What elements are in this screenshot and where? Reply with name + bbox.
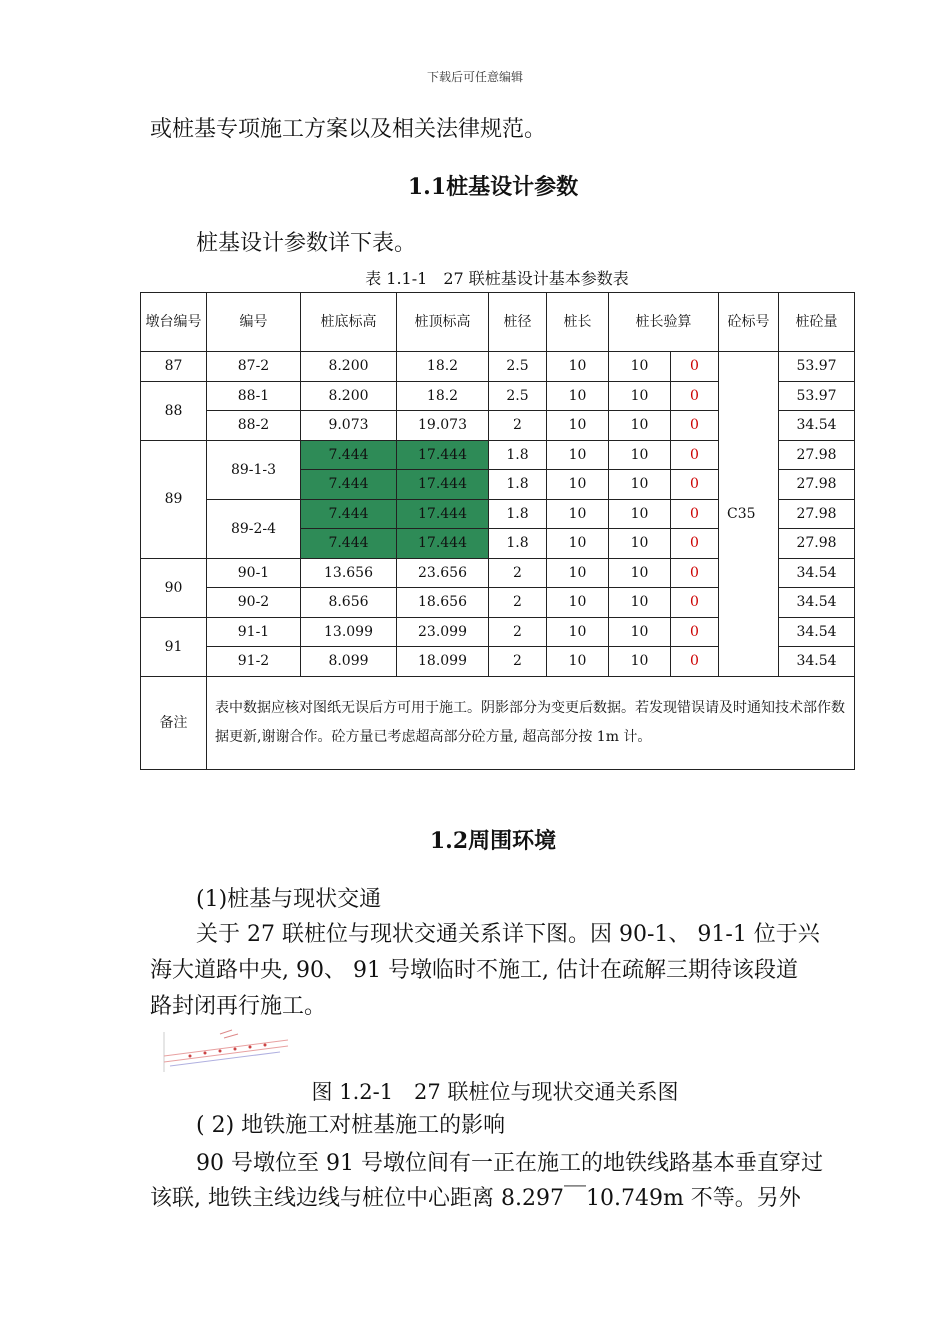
page-header: 下载后可任意编辑 [426,70,523,84]
top-cell: 18.2 [397,352,489,382]
grade-cell: C35 [719,352,779,677]
header-concrete-grade: 砼标号 [719,293,779,352]
top-cell: 18.656 [397,588,489,618]
volume-cell: 34.54 [779,617,855,647]
length-cell: 10 [547,470,609,500]
volume-cell: 34.54 [779,411,855,441]
diff-cell: 0 [671,440,719,470]
diameter-cell: 2 [489,411,547,441]
section-heading-1-1: 1.1桩基设计参数 [407,174,579,200]
top-cell-changed: 17.444 [397,440,489,470]
bottom-cell-changed: 7.444 [301,470,397,500]
subheading-traffic: (1)桩基与现状交通 [196,887,382,912]
bottom-cell: 13.099 [301,617,397,647]
paragraph-subway-line1: 90 号墩位至 91 号墩位间有一正在施工的地铁线路基本垂直穿过 [196,1151,823,1176]
code-cell: 88-1 [207,381,301,411]
pier-cell: 90 [141,558,207,617]
diff-cell: 0 [671,588,719,618]
length-cell: 10 [547,647,609,677]
paragraph-traffic-line3: 路封闭再行施工。 [150,994,327,1019]
header-diameter: 桩径 [489,293,547,352]
top-cell: 23.099 [397,617,489,647]
volume-cell: 27.98 [779,529,855,559]
check-cell: 10 [609,647,671,677]
volume-cell: 53.97 [779,381,855,411]
length-cell: 10 [547,558,609,588]
bottom-cell: 8.099 [301,647,397,677]
note-label: 备注 [141,676,207,769]
check-cell: 10 [609,529,671,559]
pile-parameter-table [140,292,855,770]
diff-cell: 0 [671,529,719,559]
code-cell: 90-1 [207,558,301,588]
length-cell: 10 [547,352,609,382]
header-concrete-volume: 桩砼量 [779,293,855,352]
table-header-row [141,293,855,352]
diff-cell: 0 [671,411,719,441]
pier-cell: 87 [141,352,207,382]
section-heading-1-2: 1.2周围环境 [429,828,557,854]
check-cell: 10 [609,352,671,382]
check-cell: 10 [609,440,671,470]
diff-cell: 0 [671,617,719,647]
paragraph-traffic-line2: 海大道路中央, 90、 91 号墩临时不施工, 估计在疏解三期待该段道 [150,958,798,983]
header-bottom-elevation: 桩底标高 [301,293,397,352]
volume-cell: 34.54 [779,588,855,618]
table-lead-text: 桩基设计参数详下表。 [196,231,417,256]
check-cell: 10 [609,470,671,500]
length-cell: 10 [547,411,609,441]
note-text: 表中数据应核对图纸无误后方可用于施工。阴影部分为变更后数据。若发现错误请及时通知技术部作数据更新,谢谢合作。砼方量已考虑超高部分砼方量, 超高部分按 1m 计。 [207,676,855,769]
diff-cell: 0 [671,647,719,677]
top-cell: 19.073 [397,411,489,441]
header-top-elevation: 桩顶标高 [397,293,489,352]
header-length-check: 桩长验算 [609,293,719,352]
diff-cell: 0 [671,381,719,411]
volume-cell: 34.54 [779,647,855,677]
traffic-relation-figure [160,1026,292,1074]
code-cell: 88-2 [207,411,301,441]
pier-cell: 89 [141,440,207,558]
length-cell: 10 [547,529,609,559]
diameter-cell: 2.5 [489,352,547,382]
diameter-cell: 2.5 [489,381,547,411]
code-group-cell: 89-2-4 [207,499,301,558]
check-cell: 10 [609,588,671,618]
check-cell: 10 [609,411,671,441]
top-cell: 23.656 [397,558,489,588]
traffic-relation-figure-image [160,1026,292,1074]
diameter-cell: 2 [489,558,547,588]
top-cell-changed: 17.444 [397,499,489,529]
diameter-cell: 2 [489,588,547,618]
check-cell: 10 [609,381,671,411]
volume-cell: 27.98 [779,440,855,470]
top-cell: 18.2 [397,381,489,411]
bottom-cell-changed: 7.444 [301,440,397,470]
diameter-cell: 1.8 [489,499,547,529]
diff-cell: 0 [671,470,719,500]
code-cell: 91-1 [207,617,301,647]
top-cell-changed: 17.444 [397,470,489,500]
length-cell: 10 [547,381,609,411]
diff-cell: 0 [671,499,719,529]
volume-cell: 27.98 [779,499,855,529]
header-code: 编号 [207,293,301,352]
figure-caption: 图 1.2-1 27 联桩位与现状交通关系图 [311,1080,679,1104]
length-cell: 10 [547,440,609,470]
diameter-cell: 2 [489,617,547,647]
code-cell: 90-2 [207,588,301,618]
diameter-cell: 2 [489,647,547,677]
volume-cell: 53.97 [779,352,855,382]
table-caption: 表 1.1-1 27 联桩基设计基本参数表 [365,269,629,288]
code-group-cell: 89-1-3 [207,440,301,499]
bottom-cell: 13.656 [301,558,397,588]
length-cell: 10 [547,499,609,529]
diameter-cell: 1.8 [489,529,547,559]
check-cell: 10 [609,558,671,588]
length-cell: 10 [547,617,609,647]
diff-cell: 0 [671,352,719,382]
check-cell: 10 [609,617,671,647]
bottom-cell: 9.073 [301,411,397,441]
volume-cell: 34.54 [779,558,855,588]
bottom-cell-changed: 7.444 [301,529,397,559]
length-cell: 10 [547,588,609,618]
bottom-cell: 8.200 [301,381,397,411]
paragraph-subway-line2: 该联, 地铁主线边线与桩位中心距离 8.297￣10.749m 不等。另外 [150,1186,801,1211]
header-length: 桩长 [547,293,609,352]
table-row [141,352,855,382]
bottom-cell-changed: 7.444 [301,499,397,529]
header-pier: 墩台编号 [141,293,207,352]
diameter-cell: 1.8 [489,470,547,500]
diff-cell: 0 [671,558,719,588]
intro-line: 或桩基专项施工方案以及相关法律规范。 [150,117,547,142]
top-cell: 18.099 [397,647,489,677]
top-cell-changed: 17.444 [397,529,489,559]
code-cell: 91-2 [207,647,301,677]
pier-cell: 91 [141,617,207,676]
note-row [141,676,855,769]
check-cell: 10 [609,499,671,529]
code-cell: 87-2 [207,352,301,382]
volume-cell: 27.98 [779,470,855,500]
bottom-cell: 8.656 [301,588,397,618]
pier-cell: 88 [141,381,207,440]
paragraph-traffic-line1: 关于 27 联桩位与现状交通关系详下图。因 90-1、 91-1 位于兴 [196,922,820,947]
subheading-subway: ( 2) 地铁施工对桩基施工的影响 [196,1113,506,1138]
diameter-cell: 1.8 [489,440,547,470]
bottom-cell: 8.200 [301,352,397,382]
